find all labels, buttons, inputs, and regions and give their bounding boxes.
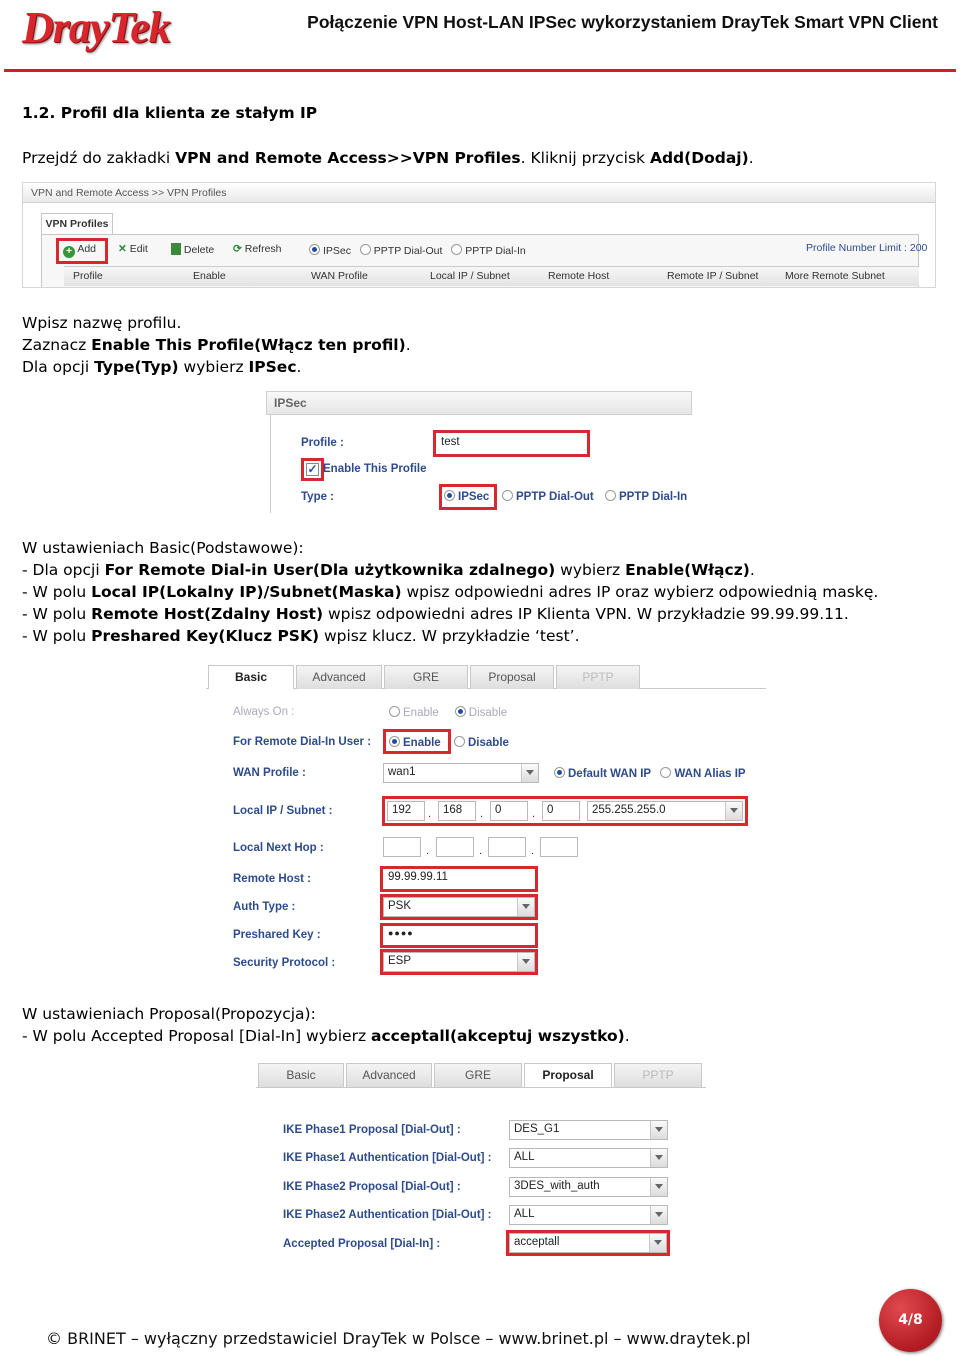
chevron-down-icon (517, 898, 534, 916)
profile-name-input[interactable]: test (437, 434, 586, 453)
section-heading: 1.2. Profil dla klienta ze stałym IP (22, 104, 318, 122)
radio-remote-dial-disable[interactable] (454, 736, 465, 747)
profile-label: Profile : (301, 437, 344, 449)
edit-icon: ✕ (118, 243, 127, 255)
accepted-proposal-select[interactable]: acceptall (509, 1233, 667, 1253)
chevron-down-icon (650, 1121, 667, 1139)
ip-dot: . (532, 808, 536, 820)
next-hop-octet-1[interactable] (383, 837, 421, 857)
col-wan-profile[interactable]: WAN Profile (311, 270, 368, 282)
radio-type-pptp-dial-out[interactable] (502, 490, 513, 501)
tab-proposal[interactable]: Proposal (524, 1063, 612, 1087)
proposal-step-accepted: - W polu Accepted Proposal [Dial-In] wybierz acceptall(akceptuj wszystko). (22, 1027, 630, 1045)
enable-profile-label: Enable This Profile (323, 463, 427, 475)
type-ipsec-option[interactable]: IPSec (444, 490, 489, 503)
preshared-key-label: Preshared Key : (233, 929, 321, 941)
chevron-down-icon (649, 1234, 666, 1252)
instruction-add-profile: Przejdź do zakładki VPN and Remote Access>>VPN Profiles. Kliknij przycisk Add(Dodaj). (22, 149, 754, 167)
radio-wan-alias-ip[interactable] (660, 767, 671, 778)
radio-type-ipsec[interactable] (444, 490, 455, 501)
type-pptp-dial-in-option[interactable]: PPTP Dial-In (605, 490, 687, 503)
col-more-remote-subnet[interactable]: More Remote Subnet (785, 270, 885, 282)
radio-pptp-dial-in[interactable] (451, 244, 462, 255)
wan-profile-label: WAN Profile : (233, 767, 306, 779)
local-ip-octet-3[interactable]: 0 (490, 801, 528, 821)
instruction-profile-name: Wpisz nazwę profilu. (22, 314, 182, 332)
col-local-ip[interactable]: Local IP / Subnet (430, 270, 510, 282)
col-remote-ip[interactable]: Remote IP / Subnet (667, 270, 759, 282)
local-ip-octet-4[interactable]: 0 (542, 801, 580, 821)
instruction-type: Dla opcji Type(Typ) wybierz IPSec. (22, 358, 302, 376)
radio-type-pptp-dial-in[interactable] (605, 490, 616, 501)
radio-default-wan-ip[interactable] (554, 767, 565, 778)
local-next-hop-label: Local Next Hop : (233, 842, 324, 854)
wan-ip-options[interactable]: Default WAN IP WAN Alias IP (554, 767, 746, 780)
footer-copyright: © BRINET – wyłączny przedstawiciel DrayTek w Polsce – www.brinet.pl – www.draytek.pl (46, 1329, 751, 1348)
chevron-down-icon (650, 1206, 667, 1224)
ike-phase2-auth-label: IKE Phase2 Authentication [Dial-Out] : (283, 1209, 492, 1221)
add-button[interactable]: + Add (63, 243, 96, 258)
proposal-settings-intro: W ustawieniach Proposal(Propozycja): (22, 1005, 316, 1023)
ipsec-profile-screenshot (266, 391, 692, 513)
breadcrumb: VPN and Remote Access >> VPN Profiles (31, 187, 227, 199)
tab-basic[interactable]: Basic (208, 665, 294, 689)
remote-host-label: Remote Host : (233, 873, 311, 885)
ike-phase1-auth-label: IKE Phase1 Authentication [Dial-Out] : (283, 1152, 492, 1164)
chevron-down-icon (650, 1178, 667, 1196)
remote-dial-enable[interactable]: Enable (389, 736, 441, 749)
col-remote-host[interactable]: Remote Host (548, 270, 610, 282)
header-divider (4, 69, 956, 72)
ip-dot: . (479, 845, 483, 857)
auth-type-select[interactable]: PSK (383, 897, 535, 917)
ike-phase2-auth-select[interactable]: ALL (509, 1205, 668, 1225)
refresh-button[interactable]: ⟳ Refresh (233, 243, 282, 255)
type-radio-group[interactable]: IPSec PPTP Dial-Out PPTP Dial-In (309, 244, 526, 257)
radio-ipsec[interactable] (309, 244, 320, 255)
refresh-icon: ⟳ (233, 243, 242, 255)
security-protocol-select[interactable]: ESP (383, 952, 535, 972)
tab-vpn-profiles[interactable]: VPN Profiles (41, 213, 113, 235)
ip-dot: . (480, 808, 484, 820)
preshared-key-input[interactable]: ●●●● (384, 926, 534, 945)
ip-dot: . (426, 845, 430, 857)
chevron-down-icon (517, 953, 534, 971)
radio-remote-dial-enable[interactable] (389, 736, 400, 747)
remote-host-input[interactable]: 99.99.99.11 (384, 869, 534, 888)
ike-phase1-proposal-label: IKE Phase1 Proposal [Dial-Out] : (283, 1124, 461, 1136)
local-ip-octet-2[interactable]: 168 (438, 801, 476, 821)
delete-button[interactable]: Delete (171, 243, 214, 256)
basic-step-psk: - W polu Preshared Key(Klucz PSK) wpisz klucz. W przykładzie ‘test’. (22, 627, 580, 645)
page-header-title: Połączenie VPN Host-LAN IPSec wykorzystaniem DrayTek Smart VPN Client (307, 12, 938, 32)
chevron-down-icon (650, 1149, 667, 1167)
always-on-options[interactable]: Enable Disable (389, 706, 507, 719)
tab-advanced[interactable]: Advanced (296, 665, 382, 689)
draytek-logo: DrayTek (22, 3, 170, 52)
basic-settings-intro: W ustawieniach Basic(Podstawowe): (22, 539, 304, 557)
tab-gre[interactable]: GRE (384, 665, 468, 689)
remote-dial-label: For Remote Dial-In User : (233, 736, 372, 748)
auth-type-label: Auth Type : (233, 901, 296, 913)
next-hop-octet-3[interactable] (488, 837, 526, 857)
ipsec-section-title: IPSec (274, 396, 307, 410)
always-on-label: Always On : (233, 706, 295, 718)
add-icon: + (63, 246, 75, 258)
profile-limit: Profile Number Limit : 200 (806, 242, 928, 254)
wan-profile-select[interactable]: wan1 (383, 763, 539, 783)
tab-advanced[interactable]: Advanced (346, 1063, 432, 1087)
radio-pptp-dial-out[interactable] (360, 244, 371, 255)
accepted-proposal-label: Accepted Proposal [Dial-In] : (283, 1238, 441, 1250)
radio-always-on-disable[interactable] (455, 706, 466, 717)
chevron-down-icon (521, 764, 538, 782)
basic-step-remote-host: - W polu Remote Host(Zdalny Host) wpisz odpowiedni adres IP Klienta VPN. W przykładzie 99.99.99.11. (22, 605, 849, 623)
ip-dot: . (428, 808, 432, 820)
tab-basic[interactable]: Basic (258, 1063, 344, 1087)
chevron-down-icon (725, 802, 742, 820)
tab-gre[interactable]: GRE (434, 1063, 522, 1087)
type-label: Type : (301, 491, 335, 503)
tab-proposal[interactable]: Proposal (470, 665, 554, 689)
ike-phase1-auth-select[interactable]: ALL (509, 1148, 668, 1168)
basic-step-local-ip: - W polu Local IP(Lokalny IP)/Subnet(Maska) wpisz odpowiedni adres IP oraz wybierz odpowiednią maskę. (22, 583, 879, 601)
ike-phase1-proposal-select[interactable]: DES_G1 (509, 1120, 668, 1140)
security-protocol-label: Security Protocol : (233, 957, 336, 969)
next-hop-octet-4[interactable] (540, 837, 578, 857)
next-hop-octet-2[interactable] (436, 837, 474, 857)
local-ip-label: Local IP / Subnet : (233, 805, 333, 817)
proposal-settings-screenshot (256, 1060, 706, 1260)
subnet-mask-select[interactable]: 255.255.255.0 (587, 801, 743, 821)
type-pptp-dial-out-option[interactable]: PPTP Dial-Out (502, 490, 594, 503)
remote-dial-disable[interactable]: Disable (454, 736, 509, 749)
delete-icon (171, 243, 181, 255)
page-number-badge: 4/8 (879, 1289, 942, 1352)
ike-phase2-proposal-label: IKE Phase2 Proposal [Dial-Out] : (283, 1181, 461, 1193)
instruction-enable-profile: Zaznacz Enable This Profile(Włącz ten profil). (22, 336, 411, 354)
col-profile[interactable]: Profile (73, 270, 103, 282)
local-ip-octet-1[interactable]: 192 (387, 801, 425, 821)
tab-pptp[interactable]: PPTP (556, 665, 640, 689)
radio-always-on-enable[interactable] (389, 706, 400, 717)
basic-step-remote-dial: - Dla opcji For Remote Dial-in User(Dla użytkownika zdalnego) wybierz Enable(Włącz). (22, 561, 755, 579)
edit-button[interactable]: ✕ Edit (118, 243, 148, 255)
basic-settings-screenshot (206, 662, 766, 982)
col-enable[interactable]: Enable (193, 270, 226, 282)
enable-profile-checkbox[interactable]: ✓ (307, 462, 318, 476)
vpn-profiles-screenshot (22, 182, 936, 288)
ike-phase2-proposal-select[interactable]: 3DES_with_auth (509, 1177, 668, 1197)
ip-dot: . (531, 845, 535, 857)
tab-pptp[interactable]: PPTP (614, 1063, 702, 1087)
